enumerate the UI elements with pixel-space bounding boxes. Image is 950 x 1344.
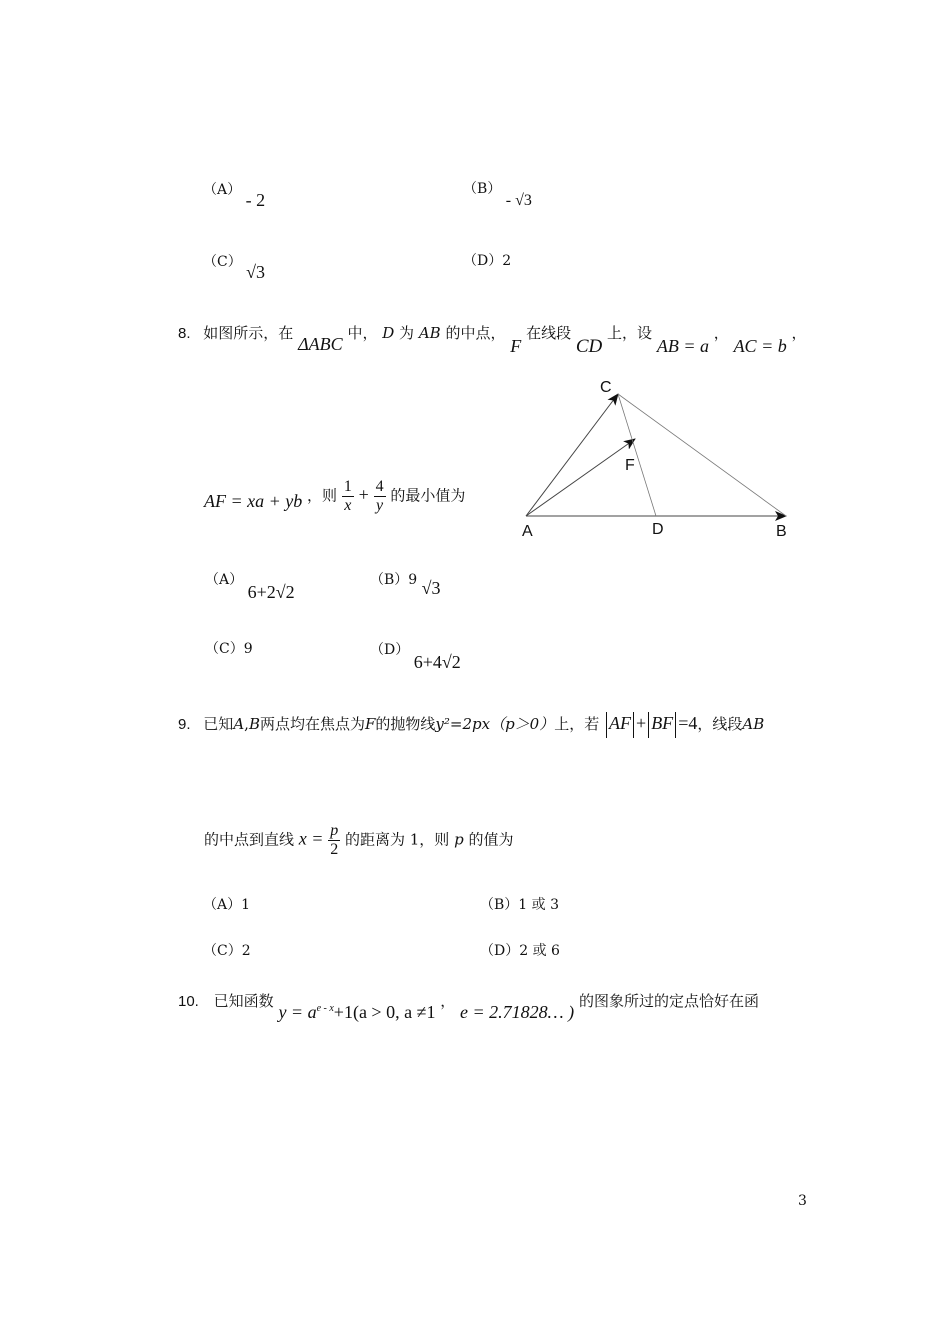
option-value: 6+2√2: [247, 582, 295, 602]
abs-bar: [633, 712, 634, 738]
question-number: 8.: [178, 325, 191, 342]
question-number: 9.: [178, 716, 191, 733]
option-label: （B）: [463, 181, 502, 197]
stem-text: 上，若: [554, 715, 600, 733]
segment-cd: CD: [575, 336, 603, 357]
vector-af-eq: AF = xa + yb: [204, 490, 303, 511]
comma: ，: [713, 324, 729, 342]
func-condition: +1(a > 0, a ≠1: [333, 1002, 436, 1022]
comma: ，: [791, 324, 807, 342]
variable-p: p: [454, 830, 464, 849]
segment-cd: [618, 394, 656, 516]
plus-sign: +: [636, 713, 647, 733]
q10-stem-line1: [178, 990, 759, 1022]
abs-af: AF: [609, 713, 632, 733]
stem-text: 的图象所过的定点恰好在函: [578, 992, 759, 1010]
q8-option-d: [370, 638, 461, 672]
comma: ，: [440, 992, 456, 1010]
q8-option-a: [205, 568, 295, 602]
q7-option-c: [203, 250, 266, 282]
q9-stem-line2: [204, 822, 514, 859]
option-label: （A）: [203, 182, 242, 198]
q9-option-d: （D）2 或 6: [480, 943, 560, 959]
option-label: （C）: [203, 254, 242, 270]
stem-text: 为: [399, 324, 415, 342]
equals-four: =4: [678, 713, 698, 733]
fraction-4-over-y: [374, 478, 386, 515]
point-f: F: [364, 715, 376, 733]
fraction-1-over-x: [342, 478, 354, 515]
comma: ,: [244, 715, 249, 733]
segment-ab: AB: [418, 324, 441, 342]
segment-cb: [618, 394, 786, 516]
plus-sign: +: [358, 484, 369, 505]
q7-option-d: [463, 250, 511, 270]
option-label: （B）9: [370, 572, 418, 588]
q9-option-c: （C）2: [203, 943, 251, 959]
stem-text: 已知函数: [213, 992, 274, 1010]
function-expression: [278, 1002, 435, 1022]
segment-ab: AB: [742, 715, 765, 733]
numerator: 4: [375, 478, 384, 495]
option-label: （C）9: [205, 641, 253, 657]
q7-option-b: [463, 178, 532, 209]
q8-option-c: [205, 638, 253, 658]
label-d: D: [652, 521, 664, 538]
point-d: D: [382, 324, 395, 342]
denominator: 2: [330, 841, 339, 858]
abs-bar: [675, 712, 676, 738]
question-number: 10.: [178, 993, 199, 1010]
q9-option-a: （A）1: [203, 897, 251, 913]
label-a: A: [522, 523, 533, 540]
stem-text: 上，设: [607, 324, 653, 342]
point-a: A: [233, 715, 245, 733]
option-label: （D）: [370, 642, 410, 658]
q8-option-b: [370, 568, 441, 598]
stem-text: 在线段: [526, 324, 572, 342]
option-value: √3: [246, 262, 266, 282]
abs-bar: [606, 712, 607, 738]
numerator: p: [330, 822, 339, 839]
stem-text: 已知: [203, 715, 234, 733]
triangle-figure: [510, 372, 810, 542]
q8-stem-line1: [178, 322, 807, 357]
label-c: C: [600, 379, 612, 396]
stem-text: 的值为: [468, 830, 514, 849]
stem-text: 如图所示，在: [203, 324, 294, 342]
numerator: 1: [343, 478, 352, 495]
fraction-p-over-2: [328, 822, 340, 859]
q9-option-b: （B）1 或 3: [480, 897, 560, 913]
stem-text: 的中点，: [445, 324, 506, 342]
func-base: y = a: [278, 1002, 317, 1022]
stem-text: 的最小值为: [390, 486, 466, 505]
denominator: y: [376, 497, 384, 514]
line-eq: x =: [298, 828, 324, 849]
option-label: （D）2: [463, 253, 512, 269]
option-value: 6+4√2: [413, 652, 461, 672]
vector-ac-eq: AC = b: [733, 336, 787, 356]
option-label: （A）: [205, 572, 244, 588]
stem-text: 的距离为 1，则: [345, 830, 450, 849]
q7-option-a: [203, 178, 266, 210]
option-value: - √3: [505, 192, 532, 209]
stem-text: ，线段: [697, 715, 743, 733]
q8-stem-line2: [204, 478, 465, 515]
stem-text: 的抛物线: [375, 715, 436, 733]
q9-stem-line1: [178, 712, 764, 738]
abs-bf: BF: [651, 713, 674, 733]
page-number: 3: [798, 1193, 807, 1209]
triangle-symbol: ΔABC: [298, 334, 343, 354]
vector-af: [526, 439, 635, 516]
option-value: - 2: [245, 190, 266, 210]
parabola-eq: y²=2px（p＞0）: [435, 715, 555, 733]
denominator: x: [344, 497, 352, 514]
stem-text: ，则: [307, 486, 338, 505]
label-f: F: [625, 457, 635, 474]
e-constant: e = 2.71828… ): [460, 1002, 575, 1022]
label-b: B: [776, 523, 787, 540]
abs-bar: [648, 712, 649, 738]
point-f: F: [510, 336, 522, 356]
option-value: √3: [421, 578, 441, 598]
vector-ac: [526, 394, 618, 516]
stem-text: 的中点到直线: [204, 830, 295, 849]
stem-text: 中，: [347, 324, 378, 342]
stem-text: 两点均在焦点为: [259, 715, 365, 733]
point-b: B: [248, 715, 260, 733]
vector-ab-eq: AB = a: [656, 336, 709, 356]
func-exponent: e - x: [316, 1003, 334, 1014]
